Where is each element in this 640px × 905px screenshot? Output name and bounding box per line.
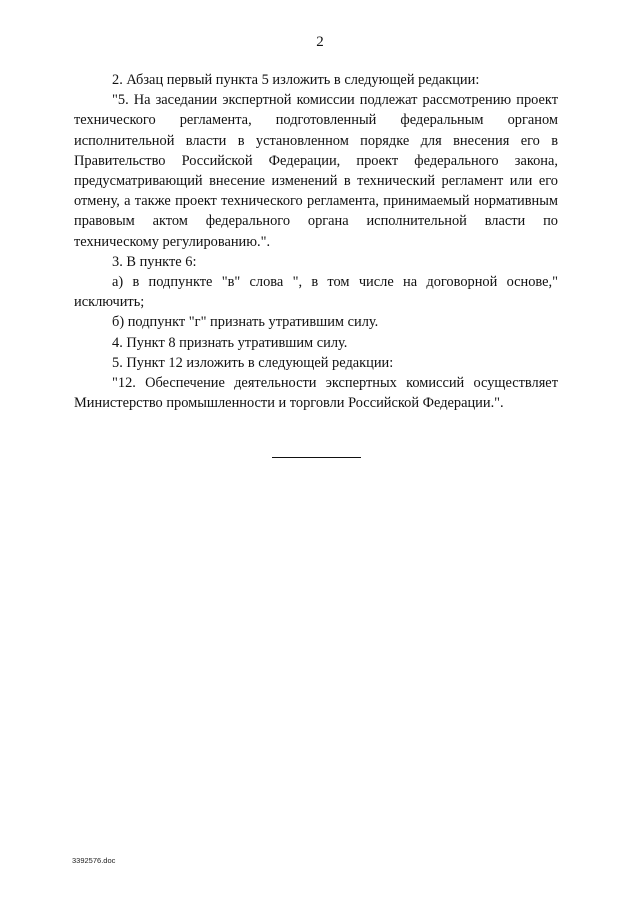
paragraph-item-12-text: "12. Обеспечение деятельности экспертных комиссий осуществляет Министерство промышленности и торговли Российской Федерации.". bbox=[74, 375, 558, 412]
page-number: 2 bbox=[316, 34, 324, 50]
paragraph-subitem-b: б) подпункт "г" признать утратившим силу. bbox=[112, 314, 379, 331]
paragraph-item-5-text: "5. На заседании экспертной комиссии подлежат рассмотрению проект технического регламента, подготовленный федеральным органом исполнительной власти в установленном порядке для внесения его в Правительство Российской Федерации, проект федерального закона, предусматривающий внесение изменений в технический регламент или его отмену, а также проект технического регламента, принимаемый нормативным правовым актом федерального органа исполнительной власти по техническому регулированию.". bbox=[74, 92, 558, 250]
end-separator-line bbox=[272, 457, 361, 458]
paragraph-item-2: 2. Абзац первый пункта 5 изложить в следующей редакции: bbox=[112, 72, 480, 88]
document-body bbox=[74, 70, 558, 413]
paragraph-item-4: 4. Пункт 8 признать утратившим силу. bbox=[112, 334, 348, 351]
paragraph-subitem-a: а) в подпункте "в" слова ", в том числе на договорной основе," исключить; bbox=[74, 274, 558, 311]
paragraph-item-5: 5. Пункт 12 изложить в следующей редакции: bbox=[112, 354, 394, 371]
paragraph-item-3: 3. В пункте 6: bbox=[112, 253, 197, 270]
document-file-code: 3392576.doc bbox=[72, 856, 116, 865]
